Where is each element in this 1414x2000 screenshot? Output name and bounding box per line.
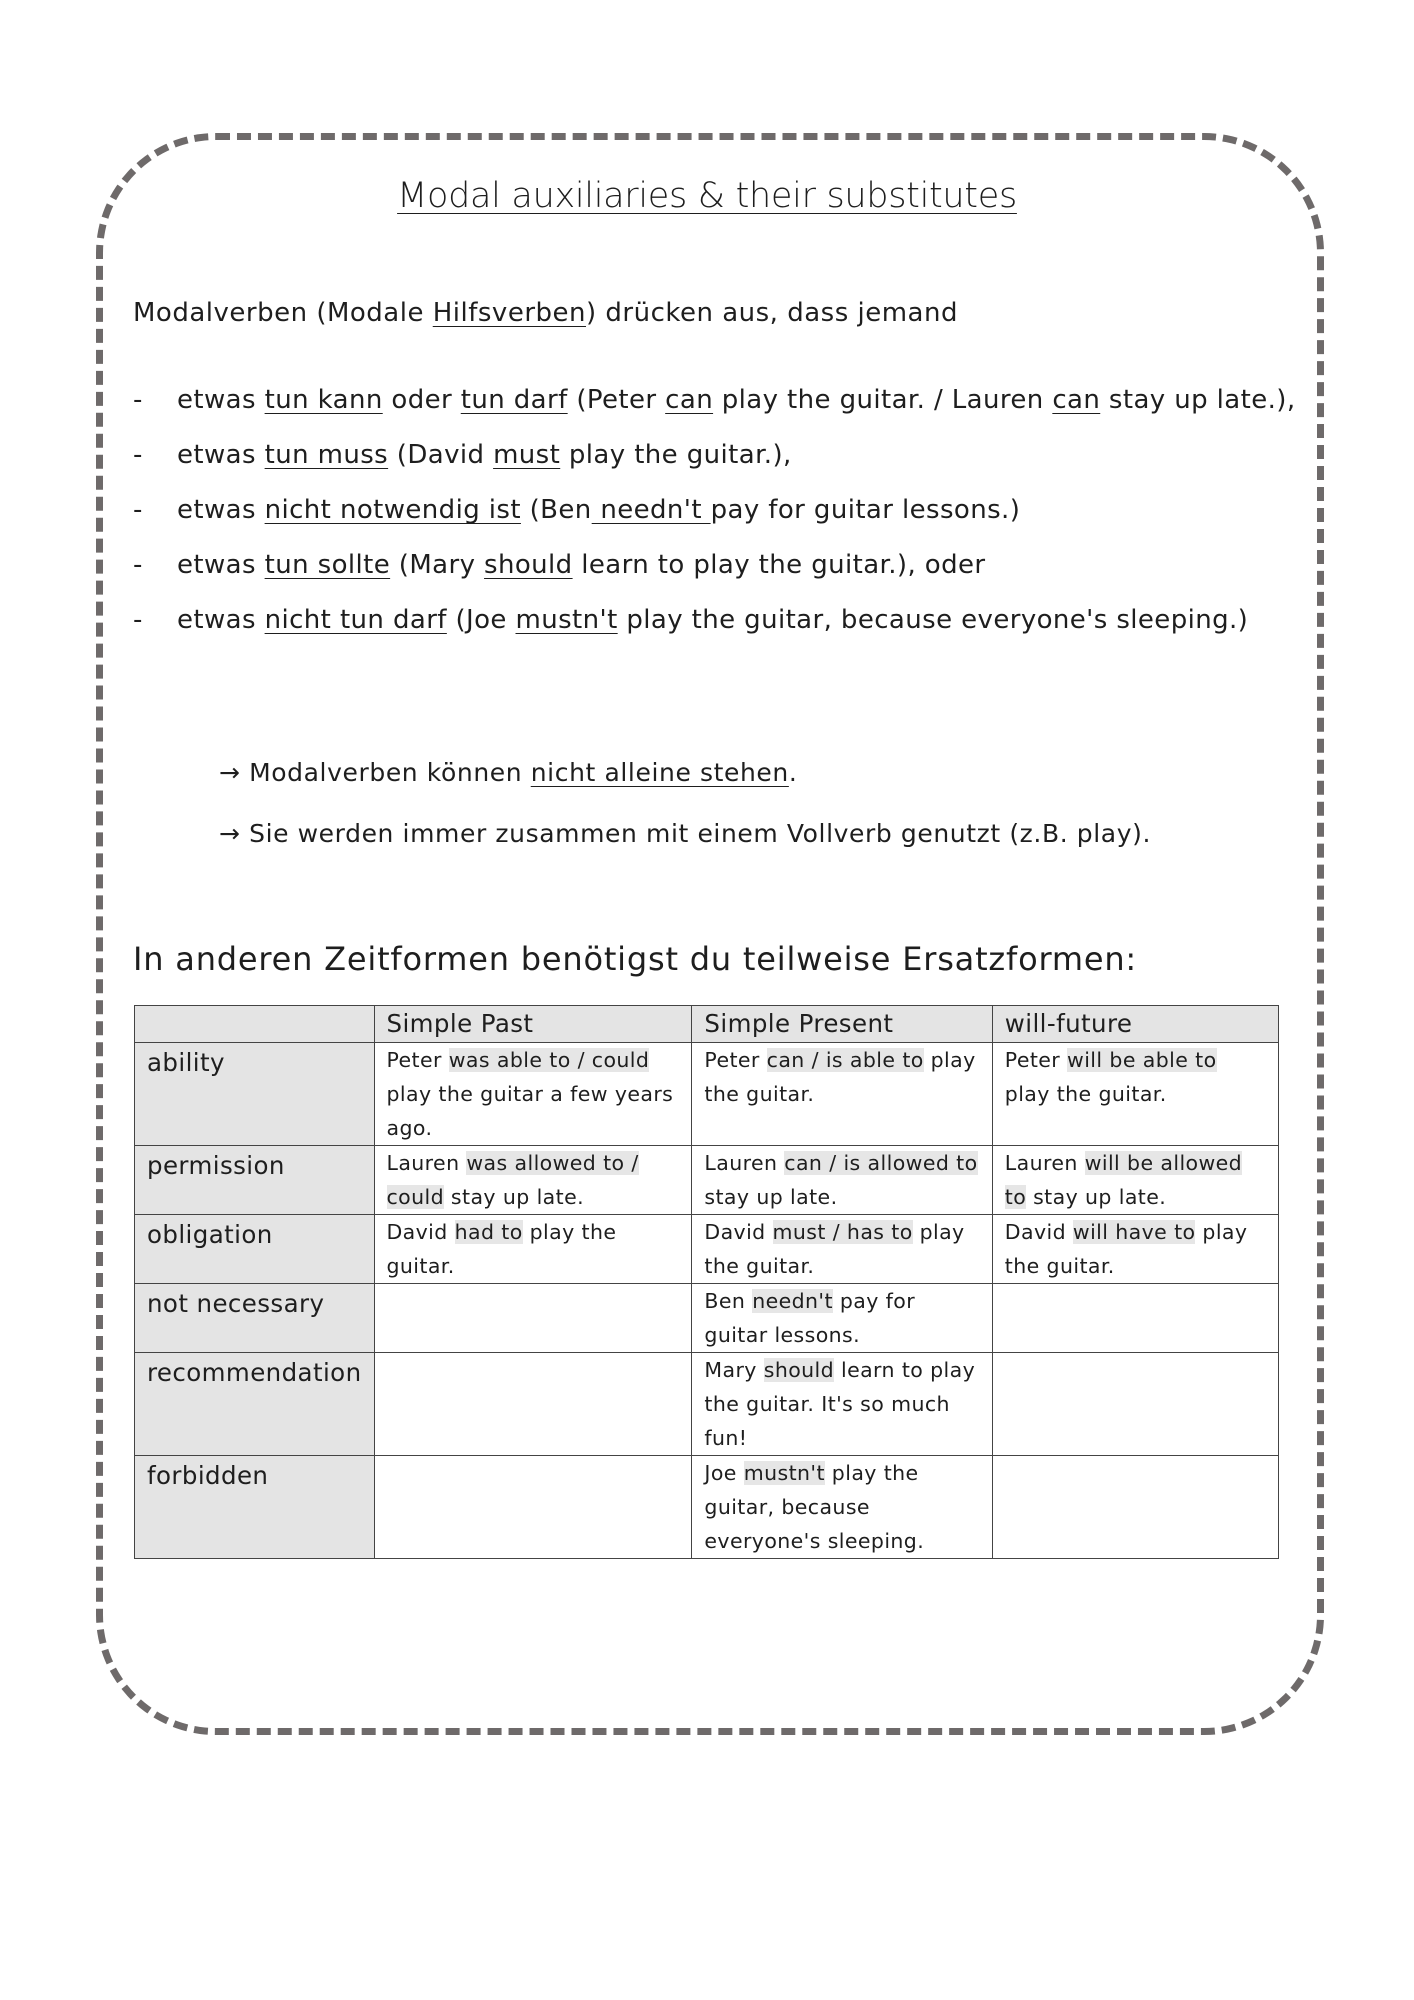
underlined-text: tun darf — [460, 385, 568, 415]
bullet-text — [177, 440, 792, 470]
table-row — [135, 1456, 1279, 1559]
table-cell — [374, 1284, 692, 1353]
underlined-text: tun sollte — [264, 550, 391, 580]
table-row — [135, 1284, 1279, 1353]
text-segment: Peter — [704, 1048, 767, 1072]
text-segment: Ben — [704, 1289, 753, 1313]
bullet-text — [177, 495, 1020, 525]
text-segment: stay up late. — [444, 1185, 585, 1209]
bullet-list — [133, 385, 1313, 660]
table-row — [135, 1353, 1279, 1456]
section-subheading: In anderen Zeitformen benötigst du teilweise Ersatzformen: — [133, 940, 1137, 978]
bullet-dash: - — [133, 495, 143, 525]
intro-before: Modalverben (Modale — [133, 298, 433, 328]
bullet-text — [177, 385, 1296, 415]
row-label: not necessary — [135, 1284, 375, 1353]
highlighted-text: had to — [454, 1220, 523, 1244]
underlined-text: nicht alleine stehen — [530, 758, 789, 787]
text-segment: David — [1004, 1220, 1073, 1244]
text-segment: . — [788, 758, 798, 787]
text-segment: Joe — [704, 1461, 744, 1485]
table-cell — [692, 1353, 992, 1456]
text-segment: (Joe — [446, 605, 516, 635]
table-header-cell: Simple Past — [374, 1006, 692, 1043]
bullet-dash: - — [133, 605, 143, 635]
text-segment: (David — [388, 440, 494, 470]
row-label: obligation — [135, 1215, 375, 1284]
table-header-cell: will-future — [992, 1006, 1278, 1043]
text-segment: etwas — [177, 550, 265, 580]
table-cell — [692, 1043, 992, 1146]
bullet-item — [133, 550, 1313, 605]
highlighted-text: must / has to — [772, 1220, 913, 1244]
underlined-text: needn't — [591, 495, 711, 525]
text-segment: play the guitar.), — [560, 440, 792, 470]
text-segment: play the guitar, because everyone's sleeping. — [704, 1461, 925, 1553]
text-segment: stay up late. — [1026, 1185, 1167, 1209]
highlighted-text: needn't — [752, 1289, 833, 1313]
text-segment: play the guitar. — [704, 1048, 976, 1106]
text-segment: etwas — [177, 385, 265, 415]
text-segment: play the guitar a few years ago. — [386, 1082, 674, 1140]
underlined-text: nicht tun darf — [264, 605, 447, 635]
text-segment: pay for guitar lessons. — [704, 1289, 916, 1347]
text-segment: etwas — [177, 605, 265, 635]
table-header-row — [135, 1006, 1279, 1043]
row-label: ability — [135, 1043, 375, 1146]
text-segment: → Modalverben können — [219, 758, 531, 787]
table-cell — [692, 1146, 992, 1215]
text-segment: Lauren — [386, 1151, 467, 1175]
underlined-text: should — [484, 550, 573, 580]
table-row — [135, 1215, 1279, 1284]
note-1 — [219, 758, 797, 787]
table-row — [135, 1146, 1279, 1215]
intro-underlined: Hilfsverben — [432, 298, 586, 328]
table-body — [135, 1043, 1279, 1559]
highlighted-text: can / is allowed to — [784, 1151, 978, 1175]
table-cell — [374, 1146, 692, 1215]
text-segment: play the guitar. — [1004, 1220, 1248, 1278]
intro-text — [133, 298, 958, 328]
row-label: permission — [135, 1146, 375, 1215]
table-cell — [374, 1353, 692, 1456]
table-cell — [692, 1456, 992, 1559]
text-segment: → Sie werden immer zusammen mit einem Vollverb genutzt (z.B. play). — [219, 819, 1152, 848]
bullet-item — [133, 495, 1313, 550]
substitutes-table — [134, 1005, 1279, 1559]
underlined-text: can — [1052, 385, 1101, 415]
bullet-item — [133, 440, 1313, 495]
text-segment: etwas — [177, 495, 265, 525]
text-segment: learn to play the guitar.), oder — [572, 550, 986, 580]
text-segment: play the guitar. — [704, 1220, 965, 1278]
text-segment: play the guitar. — [386, 1220, 617, 1278]
text-segment: (Peter — [567, 385, 666, 415]
bullet-dash: - — [133, 440, 143, 470]
table-cell — [692, 1215, 992, 1284]
text-segment: David — [704, 1220, 773, 1244]
underlined-text: nicht notwendig ist — [264, 495, 521, 525]
row-label: recommendation — [135, 1353, 375, 1456]
note-2 — [219, 819, 1151, 848]
text-segment: stay up late.), — [1100, 385, 1296, 415]
bullet-item — [133, 385, 1313, 440]
table-cell — [992, 1456, 1278, 1559]
highlighted-text: will have to — [1072, 1220, 1196, 1244]
page-title: Modal auxiliaries & their substitutes — [397, 176, 1017, 216]
row-label: forbidden — [135, 1456, 375, 1559]
bullet-dash: - — [133, 550, 143, 580]
text-segment: Peter — [1004, 1048, 1068, 1072]
text-segment: stay up late. — [704, 1185, 838, 1209]
text-segment: play the guitar. — [1004, 1082, 1167, 1106]
table-header-cell: Simple Present — [692, 1006, 992, 1043]
table-cell — [992, 1043, 1278, 1146]
table-cell — [992, 1353, 1278, 1456]
text-segment: Lauren — [704, 1151, 785, 1175]
underlined-text: tun muss — [264, 440, 389, 470]
text-segment: play the guitar, because everyone's sleeping.) — [617, 605, 1249, 635]
highlighted-text: will be able to — [1067, 1048, 1217, 1072]
underlined-text: mustn't — [515, 605, 618, 635]
table-cell — [992, 1146, 1278, 1215]
table-cell — [374, 1215, 692, 1284]
table-cell — [992, 1284, 1278, 1353]
underlined-text: can — [665, 385, 714, 415]
text-segment: Mary — [704, 1358, 764, 1382]
text-segment: (Ben — [520, 495, 592, 525]
text-segment: learn to play the guitar. It's so much fun! — [704, 1358, 976, 1450]
bullet-text — [177, 550, 985, 580]
underlined-text: must — [493, 440, 561, 470]
bullet-dash: - — [133, 385, 143, 415]
table-row — [135, 1043, 1279, 1146]
table-cell — [374, 1456, 692, 1559]
text-segment: etwas — [177, 440, 265, 470]
text-segment: Lauren — [1004, 1151, 1085, 1175]
table-cell — [692, 1284, 992, 1353]
text-segment: (Mary — [390, 550, 485, 580]
underlined-text: tun kann — [264, 385, 383, 415]
highlighted-text: should — [763, 1358, 835, 1382]
highlighted-text: was allowed to / could — [386, 1151, 639, 1209]
text-segment: Peter — [386, 1048, 449, 1072]
text-segment: play the guitar. / Lauren — [713, 385, 1053, 415]
table-cell — [992, 1215, 1278, 1284]
table-cell — [374, 1043, 692, 1146]
highlighted-text: will be allowed to — [1004, 1151, 1243, 1209]
text-segment: David — [386, 1220, 455, 1244]
table-header-cell — [135, 1006, 375, 1043]
bullet-text — [177, 605, 1248, 635]
highlighted-text: mustn't — [743, 1461, 825, 1485]
text-segment: oder — [382, 385, 461, 415]
text-segment: pay for guitar lessons.) — [710, 495, 1021, 525]
highlighted-text: can / is able to — [766, 1048, 924, 1072]
intro-after: ) drücken aus, dass jemand — [585, 298, 958, 328]
bullet-item — [133, 605, 1313, 660]
highlighted-text: was able to / could — [448, 1048, 650, 1072]
